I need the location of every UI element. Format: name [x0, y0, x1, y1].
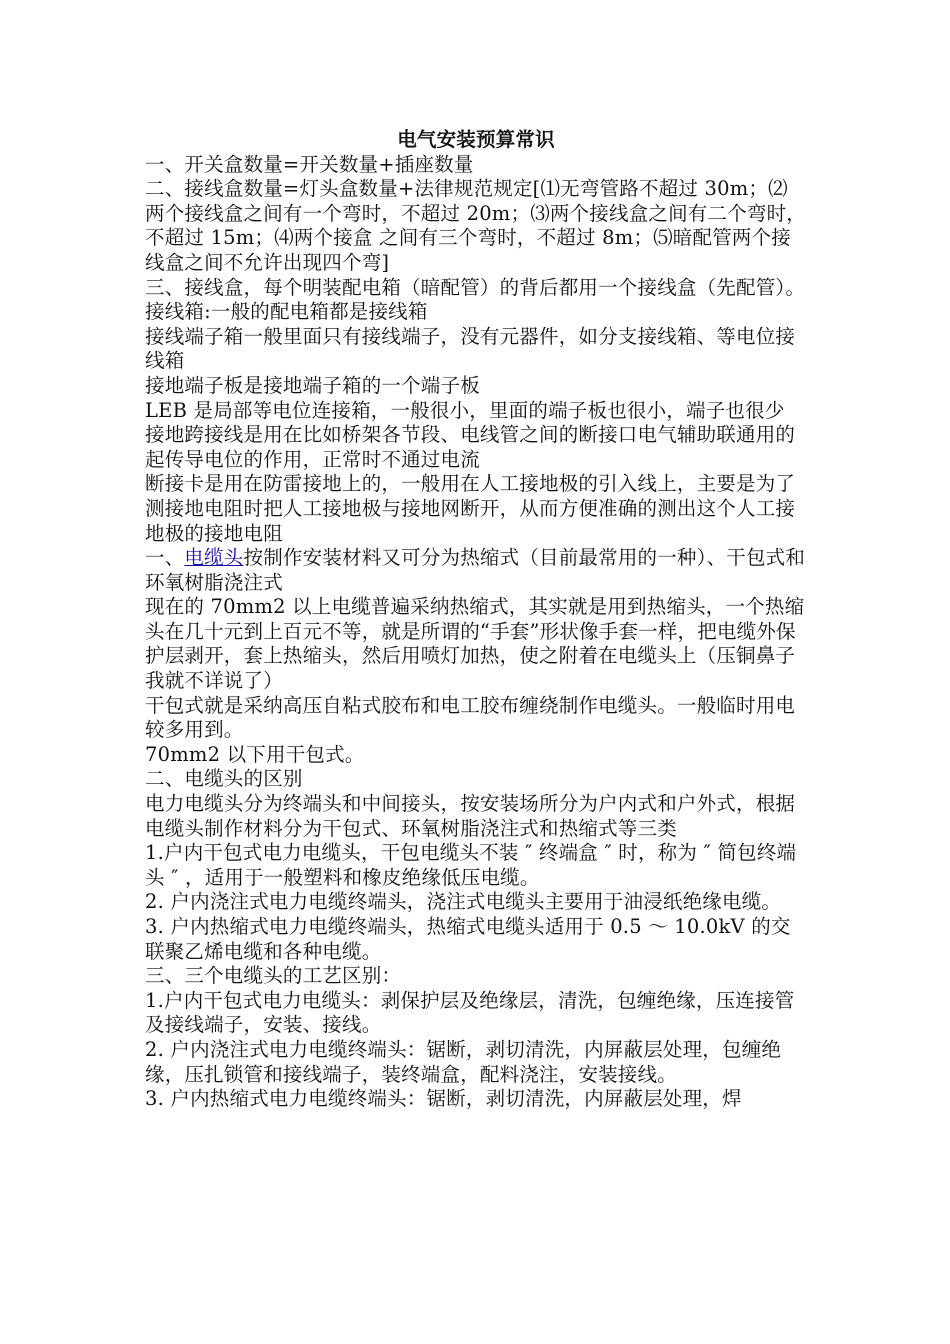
- list-item-indoor-dry: 1.户内干包式电力电缆头，干包电缆头不装 ″ 终端盒 ″ 时，称为 ″ 简包终端头 ″ ，适用于一般塑料和橡皮绝缘低压电缆。: [145, 841, 797, 889]
- heading-process-difference: 三、三个电缆头的工艺区别：: [145, 964, 402, 988]
- paragraph-ground-jumper: 接地跨接线是用在比如桥架各节段、电线管之间的断接口电气辅助联通用的: [145, 423, 796, 447]
- document-title: 电气安装预算常识: [397, 128, 555, 151]
- process-item-dry: 1.户内干包式电力电缆头：剥保护层及绝缘层，清洗，包缠绝缘，压连接管及接线端子，安装、接线。: [145, 988, 795, 1037]
- process-item-cast: 2. 户内浇注式电力电缆终端头：锯断，剥切清洗，内屏蔽层处理，包缠绝缘，压扎锁管和接线端子，装终端盒，配料浇注，安装接线。: [145, 1037, 782, 1086]
- paragraph-cable-head-classification: 电力电缆头分为终端头和中间接头，按安装场所分为户内式和户外式，根据电缆头制作材料分为干包式、环氧树脂浇注式和热缩式等三类: [145, 792, 796, 840]
- paragraph-junction-box-count: 二、接线盒数量=灯头盒数量+法律规范规定[⑴无弯管路不超过 30m；⑵两个接线盒之间有一个弯时，不超过 20m；⑶两个接线盒之间有二个弯时，不超过 15m；⑷两个接盒 之间有三个弯时，不超过 8m；⑸暗配管两个接线盒之间不允许出现四个弯]: [145, 177, 807, 274]
- paragraph-junction-cabinet: 接线箱:一般的配电箱都是接线箱: [145, 300, 428, 324]
- paragraph-terminal-box: 接线端子箱一般里面只有接线端子，没有元器件，如分支接线箱、等电位接线箱: [145, 324, 796, 373]
- paragraph-below-70mm2: 70mm2 以下用干包式。: [145, 742, 365, 766]
- list-item-indoor-cast: 2. 户内浇注式电力电缆终端头，浇注式电缆头主要用于油浸纸绝缘电缆。: [145, 890, 782, 914]
- paragraph-switch-box: 一、开关盒数量=开关数量+插座数量: [145, 152, 474, 176]
- paragraph-leb: LEB 是局部等电位连接箱，一般很小，里面的端子板也很小，端子也很少: [145, 398, 785, 422]
- list-item-indoor-heat-shrink: 3. 户内热缩式电力电缆终端头，热缩式电缆头适用于 0.5 ～ 10.0kV 的交联聚乙烯电缆和各种电缆。: [145, 915, 791, 963]
- paragraph-ground-terminal-plate: 接地端子板是接地端子箱的一个端子板: [145, 373, 480, 397]
- cable-para-suffix: 按制作安装材料又可分为热缩式（目前最常用的一种）、干包式和环氧树脂浇注式: [145, 546, 806, 594]
- paragraph-potential-conduction: 起传导电位的作用，正常时不通过电流: [145, 447, 480, 471]
- heading-cable-head-difference: 二、电缆头的区别: [145, 767, 303, 791]
- cable-head-link[interactable]: 电缆头: [184, 546, 244, 570]
- paragraph-cable-head-types: [145, 546, 807, 595]
- process-item-heat-shrink: 3. 户内热缩式电力电缆终端头：锯断，剥切清洗，内屏蔽层处理，焊: [145, 1087, 742, 1111]
- paragraph-dry-wrap: 干包式就是采纳高压自粘式胶布和电工胶布缠绕制作电缆头。一般临时用电较多用到。: [145, 693, 796, 742]
- document-body: [145, 128, 807, 1112]
- paragraph-disconnect-clamp: 断接卡是用在防雷接地上的，一般用在人工接地极的引入线上，主要是为了测接地电阻时把人工接地极与接地网断开，从而方便准确的测出这个人工接地极的接地电阻: [145, 472, 796, 545]
- cable-para-prefix: 一、: [145, 546, 185, 570]
- paragraph-heat-shrink: 现在的 70mm2 以上电缆普遍采纳热缩式，其实就是用到热缩头，一个热缩头在几十元到上百元不等，就是所谓的“手套”形状像手套一样，把电缆外保护层剥开，套上热缩头，然后用喷灯加热，使之附着在电缆头上（压铜鼻子我就不详说了）: [145, 595, 805, 693]
- paragraph-junction-box-panel: 三、接线盒，每个明装配电箱（暗配管）的背后都用一个接线盒（先配管）。: [145, 275, 806, 299]
